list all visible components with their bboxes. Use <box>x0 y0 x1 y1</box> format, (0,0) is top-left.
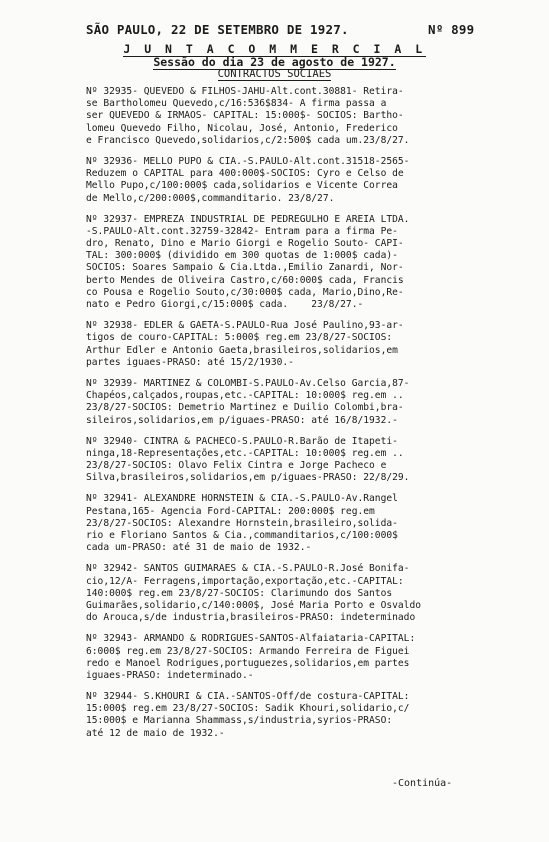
entry-line: Nº 32941- ALEXANDRE HORNSTEIN & CIA.-S.PAULO-Av.Rangel <box>86 493 398 505</box>
entry-line: redo e Manoel Rodrigues,portuguezes,solidarios,em partes <box>86 657 410 669</box>
entry-32937 <box>86 214 482 312</box>
entry-line: 23/8/27-SOCIOS: Demetrio Martinez e Duilio Colombi,bra- <box>86 402 404 414</box>
continua-marker: -Continúa- <box>392 778 453 789</box>
entry-line: Nº 32943- ARMANDO & RODRIGUES-SANTOS-Alfaiataria-CAPITAL: <box>86 633 416 645</box>
entry-line: co Pousa e Rogelio Souto,c/30:000$ cada, Mario,Dino,Re- <box>86 286 404 298</box>
entry-line: Nº 32937- EMPREZA INDUSTRIAL DE PEDREGULHO E AREIA LTDA. <box>86 213 410 225</box>
entry-line: do Arouca,s/de industria,brasileiros-PRASO: indeterminado <box>86 612 416 624</box>
entry-32939 <box>86 378 482 427</box>
entry-32940 <box>86 436 482 485</box>
entry-line: cada um-PRASO: até 31 de maio de 1932.- <box>86 542 312 554</box>
entry-32944 <box>86 691 482 740</box>
entry-line: 6:000$ reg.em 23/8/27-SOCIOS: Armando Ferreira de Figuei <box>86 645 410 657</box>
entry-line: Nº 32938- EDLER & GAETA-S.PAULO-Rua José Paulino,93-ar- <box>86 320 404 332</box>
title-line-2: Sessão do dia 23 de agosto de 1927. <box>153 55 396 69</box>
header-number: Nº 899 <box>428 22 475 37</box>
entry-line: sileiros,solidarios,em p/iguaes-PRASO: até 16/8/1932.- <box>86 414 398 426</box>
entry-line: Nº 32939- MARTINEZ & COLOMBI-S.PAULO-Av.Celso Garcia,87- <box>86 377 410 389</box>
entry-line: ser QUEVEDO & IRMÃOS- CAPITAL: 15:000$- SOCIOS: Bartho- <box>86 110 404 122</box>
entry-line: Silva,brasileiros,solidarios,em p/iguaes-PRASO: 22/8/29. <box>86 472 410 484</box>
entry-line: dro, Renato, Dino e Mario Giorgi e Rogelio Souto- CAPI- <box>86 238 404 250</box>
entry-line: Nº 32935- QUEVEDO & FILHOS-JAHU-Alt.cont.30881- Retira- <box>86 86 404 97</box>
entry-line: nato e Pedro Giorgi,c/15:000$ cada. 23/8/27.- <box>86 299 364 310</box>
entry-line: Mello Pupo,c/100:000$ cada,solidarios e Vicente Correa <box>86 180 398 192</box>
entry-line: Nº 32942- SANTOS GUIMARÃES & CIA.-S.PAULO-R.José Bonifa- <box>86 563 410 575</box>
entry-line: Arthur Edler e Antonio Gaeta,brasileiros,solidarios,em <box>86 344 398 356</box>
entry-line: ninga,18-Representações,etc.-CAPITAL: 10:000$ reg.em .. <box>86 447 404 459</box>
title-line-3: CONTRACTOS SOCIAES <box>217 68 332 80</box>
entry-line: Pestana,165- Agencia Ford-CAPITAL: 200:000$ reg.em <box>86 505 375 517</box>
header-date: SÃO PAULO, 22 DE SETEMBRO DE 1927. <box>86 22 349 37</box>
title-junta-commercial <box>0 42 549 56</box>
entry-line: tigos de couro-CAPITAL: 5:000$ reg.em 23/8/27-SOCIOS: <box>86 332 393 344</box>
entry-line: lomeu Quevedo Filho, Nicolau, José, Antonio, Frederico <box>86 122 398 134</box>
entry-line: 23/8/27-SOCIOS: Alexandre Hornstein,brasileiro,solida- <box>86 517 398 529</box>
entry-32935 <box>86 86 482 147</box>
entry-line: 23/8/27-SOCIOS: Olavo Felix Cintra e Jorge Pacheco e <box>86 460 387 472</box>
entry-32943 <box>86 633 482 682</box>
entry-line: até 12 de maio de 1932.- <box>86 727 225 739</box>
entry-line: Nº 32936- MELLO PUPO & CIA.-S.PAULO-Alt.cont.31518-2565- <box>86 155 410 167</box>
entry-line: Guimarães,solidario,c/140:000$, José Maria Porto e Osvaldo <box>86 599 422 611</box>
entry-line: -S.PAULO-Alt.cont.32759-32842- Entram para a firma Pe- <box>86 225 398 237</box>
entry-line: rio e Floriano Santos & Cia.,commanditarios,c/100:000$ <box>86 530 398 541</box>
entry-line: cio,12/A- Ferragens,importação,exportação,etc.-CAPITAL: <box>86 575 404 587</box>
title-line-1: J U N T A C O M M E R C I A L <box>123 42 426 56</box>
entries-list <box>86 86 482 749</box>
entry-32938 <box>86 320 482 369</box>
entry-line: de Mello,c/200:000$,commanditario. 23/8/27. <box>86 192 335 204</box>
entry-line: Chapéos,calçados,roupas,etc.-CAPITAL: 10:000$ reg.em .. <box>86 390 404 402</box>
entry-line: iguaes-PRASO: indeterminado.- <box>86 669 254 681</box>
entry-line: partes iguaes-PRASO: até 15/2/1930.- <box>86 356 294 368</box>
entry-line: berto Mendes de Oliveira Castro,c/60:000$ cada, Francis <box>86 274 404 286</box>
entry-line: 140:000$ reg.em 23/8/27-SOCIOS: Clarimundo dos Santos <box>86 587 393 599</box>
entry-32942 <box>86 563 482 624</box>
entry-line: se Bartholomeu Quevedo,c/16:536$834- A firma passa a <box>86 98 387 110</box>
entry-line: 15:000$ e Marianna Shammass,s/industria,syrios-PRASO: <box>86 715 393 727</box>
title-contractos-sociaes <box>0 68 549 80</box>
entry-line: TAL: 300:000$ (dividido em 300 quotas de 1:000$ cada)- <box>86 250 398 262</box>
entry-line: 15:000$ reg.em 23/8/27-SOCIOS: Sadik Khouri,solidario,c/ <box>86 703 410 715</box>
title-session-date <box>0 55 549 69</box>
entry-line: Nº 32944- S.KHOURI & CIA.-SANTOS-Off/de costura-CAPITAL: <box>86 691 410 703</box>
entry-line: Reduzem o CAPITAL para 400:000$-SOCIOS: Cyro e Celso de <box>86 168 404 180</box>
entry-32936 <box>86 156 482 205</box>
entry-line: Nº 32940- CINTRA & PACHECO-S.PAULO-R.Barão de Itapeti- <box>86 435 398 447</box>
entry-line: e Francisco Quevedo,solidarios,c/2:500$ cada um.23/8/27. <box>86 134 410 146</box>
entry-line: SOCIOS: Soares Sampaio & Cia.Ltda.,Emilio Zanardi, Nor- <box>86 262 404 274</box>
entry-32941 <box>86 493 482 554</box>
